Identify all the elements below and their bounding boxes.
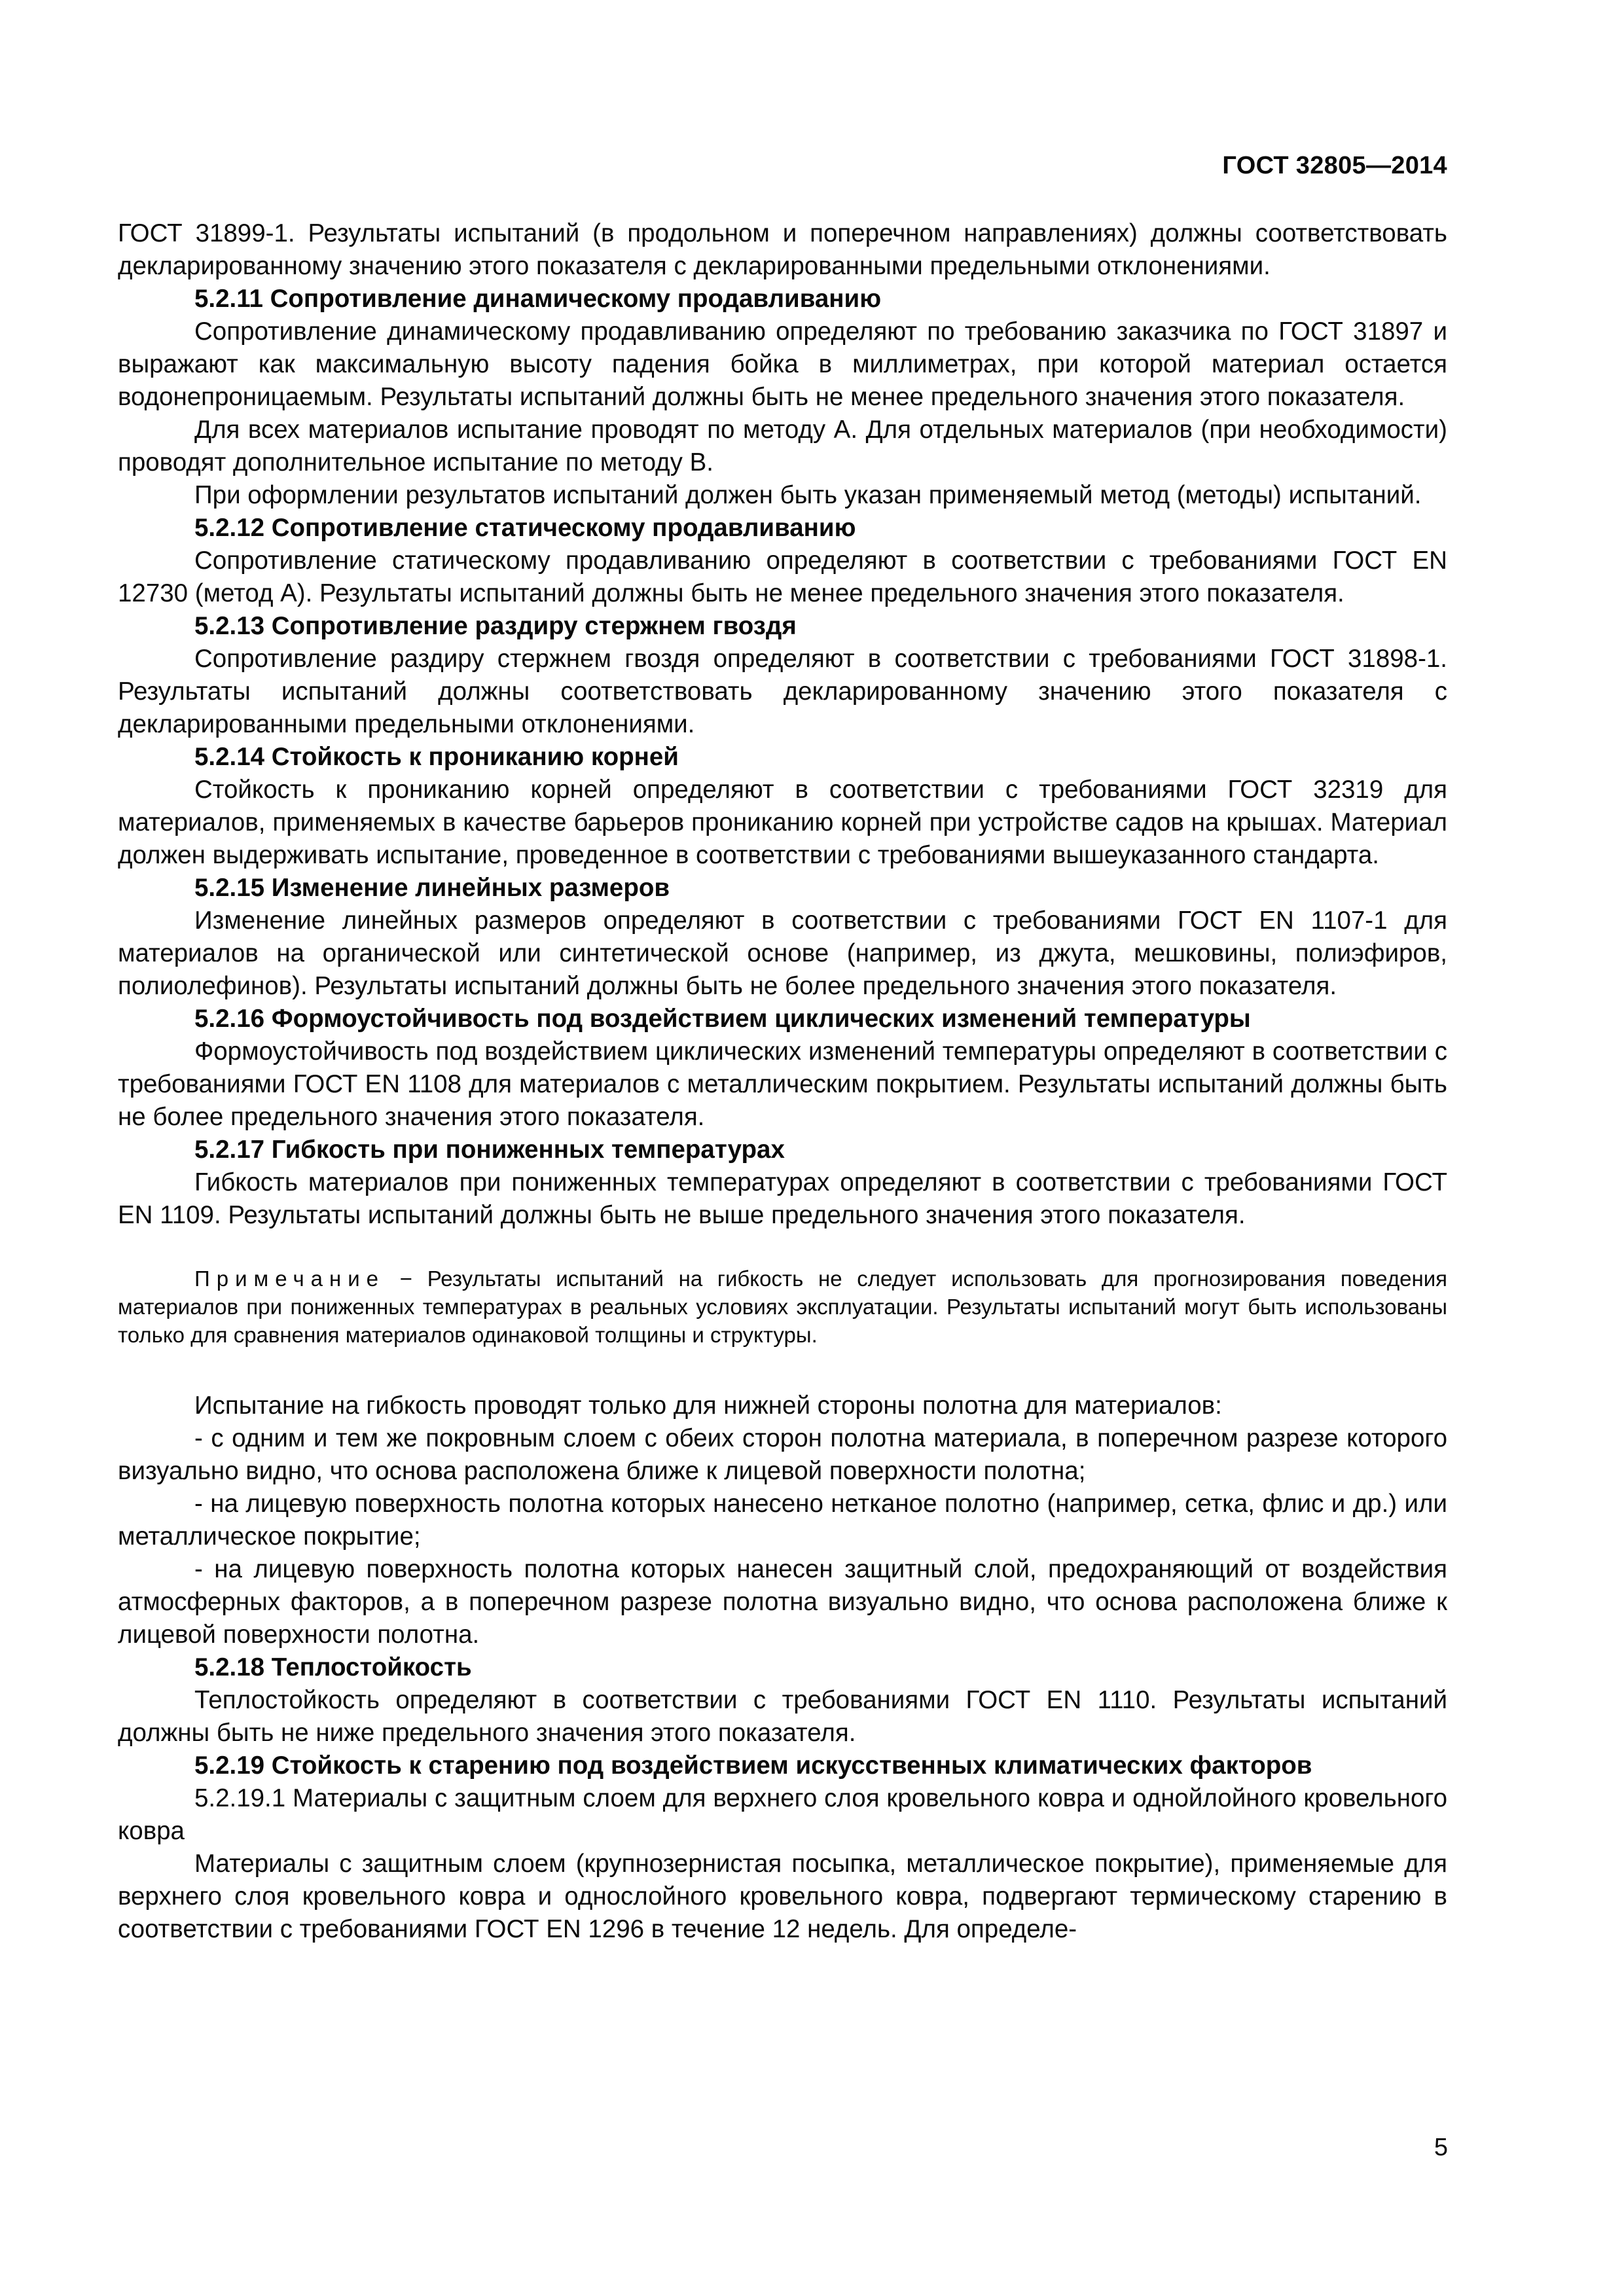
list-item: - на лицевую поверхность полотна которых нанесено нетканое полотно (например, сетка, флис и др.) или металлическое покрытие; xyxy=(118,1490,1447,1551)
section-heading-5-2-13: 5.2.13 Сопротивление раздиру стержнем гвоздя xyxy=(194,612,797,640)
paragraph: Сопротивление статическому продавливанию определяют в соответствии с требованиями ГОСТ EN 12730 (метод А). Результаты испытаний должны быть не менее предельного значения этого показателя. xyxy=(118,547,1447,607)
paragraph: Для всех материалов испытание проводят по методу А. Для отдельных материалов (при необходимости) проводят дополнительное испытание по методу В. xyxy=(118,416,1447,476)
paragraph: Формоустойчивость под воздействием циклических изменений температуры определяют в соответствии с требованиями ГОСТ EN 1108 для материалов с металлическим покрытием. Результаты испытаний должны быть не более предельного значения этого показателя. xyxy=(118,1037,1447,1131)
document-header: ГОСТ 32805—2014 xyxy=(1222,152,1447,179)
paragraph: Стойкость к прониканию корней определяют в соответствии с требованиями ГОСТ 32319 для материалов, применяемых в качестве барьеров прониканию корней при устройстве садов на крышах. Материал должен выдерживать испытание, проведенное в соответствии с требованиями вышеуказанного стандарта. xyxy=(118,776,1447,869)
paragraph: Изменение линейных размеров определяют в соответствии с требованиями ГОСТ EN 1107-1 для материалов на органической или синтетической основе (например, из джута, мешковины, полиэфиров, полиолефинов). Результаты испытаний должны быть не более предельного значения этого показателя. xyxy=(118,906,1447,1000)
section-heading-5-2-16: 5.2.16 Формоустойчивость под воздействием циклических изменений температуры xyxy=(194,1005,1251,1033)
section-heading-5-2-11: 5.2.11 Сопротивление динамическому продавливанию xyxy=(194,285,882,313)
section-heading-5-2-17: 5.2.17 Гибкость при пониженных температурах xyxy=(194,1136,785,1164)
paragraph: Материалы с защитным слоем (крупнозернистая посыпка, металлическое покрытие), применяемые для верхнего слоя кровельного ковра и однослойного кровельного ковра, подвергают термическому старению в соответствии с требованиями ГОСТ EN 1296 в течение 12 недель. Для определе- xyxy=(118,1850,1447,1943)
section-heading-5-2-18: 5.2.18 Теплостойкость xyxy=(194,1653,472,1681)
paragraph: Гибкость материалов при пониженных температурах определяют в соответствии с требованиями ГОСТ EN 1109. Результаты испытаний должны быть не выше предельного значения этого показателя. xyxy=(118,1168,1447,1229)
paragraph: Сопротивление раздиру стержнем гвоздя определяют в соответствии с требованиями ГОСТ 31898-1. Результаты испытаний должны соответствовать декларированному значению этого показателя с декларированными предельными отклонениями. xyxy=(118,645,1447,738)
section-heading-5-2-14: 5.2.14 Стойкость к прониканию корней xyxy=(194,743,679,771)
section-heading-5-2-12: 5.2.12 Сопротивление статическому продавливанию xyxy=(194,514,856,542)
paragraph: Сопротивление динамическому продавливанию определяют по требованию заказчика по ГОСТ 31897 и выражают как максимальную высоту падения бойка в миллиметрах, при которой материал остается водонепроницаемым. Результаты испытаний должны быть не менее предельного значения этого показателя. xyxy=(118,317,1447,411)
paragraph: ГОСТ 31899-1. Результаты испытаний (в продольном и поперечном направлениях) должны соответствовать декларированному значению этого показателя с декларированными предельными отклонениями. xyxy=(118,219,1447,280)
paragraph: Испытание на гибкость проводят только для нижней стороны полотна для материалов: xyxy=(194,1391,1222,1420)
note-block xyxy=(118,1265,1447,1349)
section-heading-5-2-19: 5.2.19 Стойкость к старению под воздействием искусственных климатических факторов xyxy=(194,1751,1312,1780)
paragraph: Теплостойкость определяют в соответствии с требованиями ГОСТ EN 1110. Результаты испытаний должны быть не ниже предельного значения этого показателя. xyxy=(118,1686,1447,1747)
document-body xyxy=(118,217,1447,1946)
note-text: − Результаты испытаний на гибкость не следует использовать для прогнозирования поведения материалов при пониженных температурах в реальных условиях эксплуатации. Результаты испытаний могут быть использованы только для сравнения материалов одинаковой толщины и структуры. xyxy=(118,1266,1447,1347)
page-number: 5 xyxy=(1434,2134,1448,2161)
note-label: Примечание xyxy=(194,1266,386,1291)
paragraph: При оформлении результатов испытаний должен быть указан применяемый метод (методы) испытаний. xyxy=(194,481,1422,509)
section-heading-5-2-15: 5.2.15 Изменение линейных размеров xyxy=(194,874,670,902)
subsection-heading-5-2-19-1: 5.2.19.1 Материалы с защитным слоем для верхнего слоя кровельного ковра и однойлойного кровельного ковра xyxy=(118,1784,1447,1845)
list-item: - на лицевую поверхность полотна которых нанесен защитный слой, предохраняющий от воздействия атмосферных факторов, а в поперечном разрезе полотна визуально видно, что основа расположена ближе к лицевой поверхности полотна. xyxy=(118,1555,1447,1649)
list-item: - с одним и тем же покровным слоем с обеих сторон полотна материала, в поперечном разрезе которого визуально видно, что основа расположена ближе к лицевой поверхности полотна; xyxy=(118,1424,1447,1485)
